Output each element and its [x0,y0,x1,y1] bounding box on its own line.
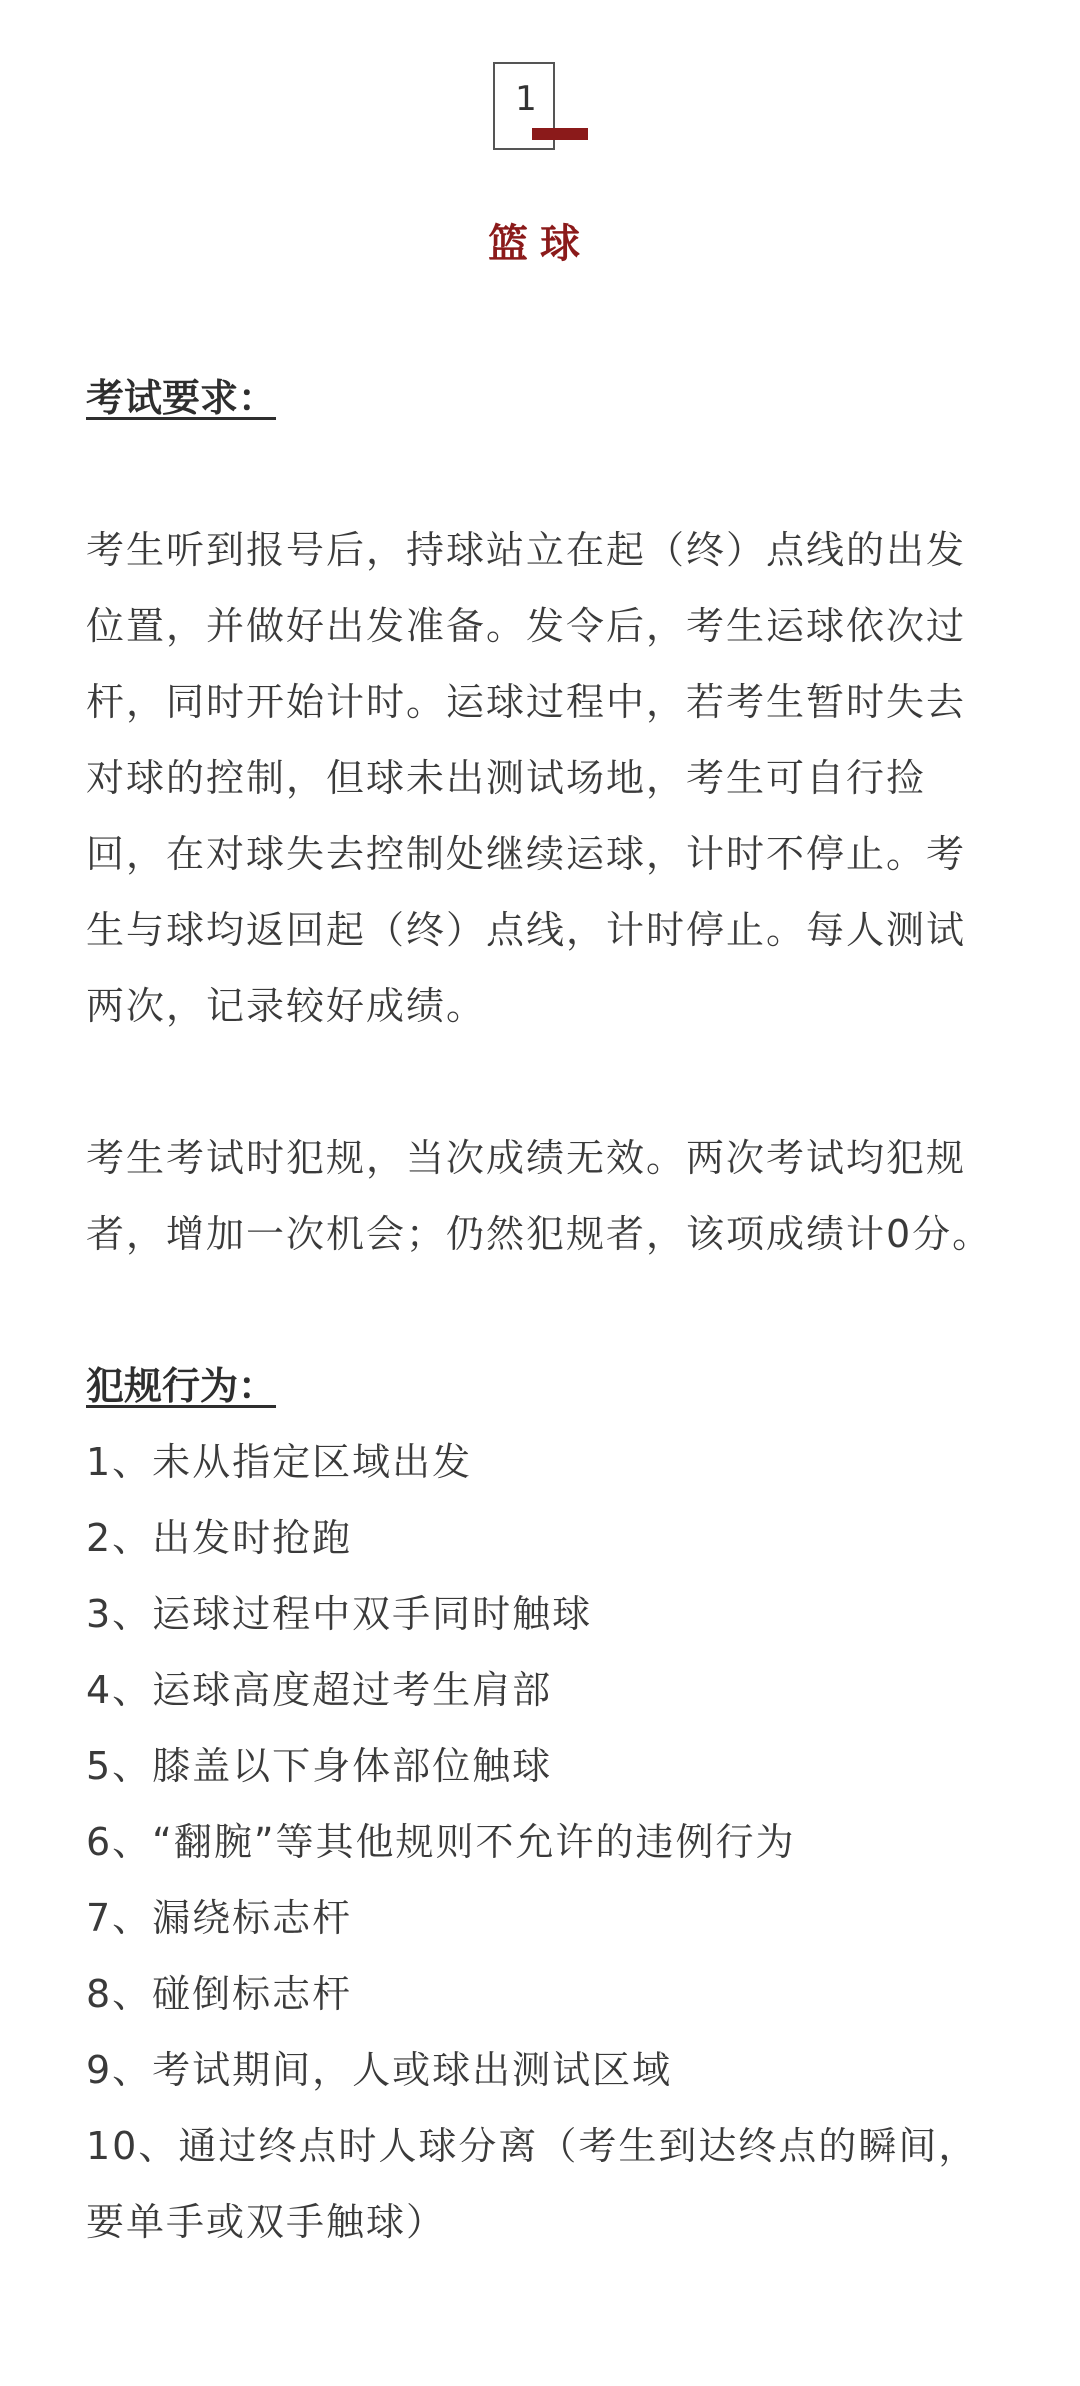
list-item: 7、漏绕标志杆 [86,1896,353,1940]
spacer [86,436,996,512]
list-item: 9、考试期间，人或球出测试区域 [86,2048,673,2092]
fouls-heading: 犯规行为： [86,1364,277,1408]
requirements-paragraph-1: 考生听到报号后，持球站立在起（终）点线的出发位置，并做好出发准备。发令后，考生运球依次过杆，同时开始计时。运球过程中，若考生暂时失去对球的控制，但球未出测试场地，考生可自行捡回，在对球失去控制处继续运球，计时不停止。考生与球均返回起（终）点线，计时停止。每人测试两次，记录较好成绩。 [86,528,967,1028]
list-item: 10、通过终点时人球分离（考生到达终点的瞬间，要单手或双手触球） [86,2124,979,2244]
list-item: 6、“翻腕”等其他规则不允许的违例行为 [86,1820,796,1864]
spacer [86,1044,996,1120]
section-number: 1 [515,79,537,119]
spacer [86,1272,996,1348]
list-item: 3、运球过程中双手同时触球 [86,1592,593,1636]
requirements-paragraph-2: 考生考试时犯规，当次成绩无效。两次考试均犯规者，增加一次机会；仍然犯规者，该项成绩计0分。 [86,1136,993,1256]
article-content [86,360,996,2260]
requirements-heading: 考试要求： [86,376,277,420]
fouls-list [86,1424,996,2260]
list-item: 2、出发时抢跑 [86,1516,353,1560]
list-item: 8、碰倒标志杆 [86,1972,353,2016]
badge-accent-bar [532,128,588,140]
list-item: 4、运球高度超过考生肩部 [86,1668,553,1712]
list-item: 5、膝盖以下身体部位触球 [86,1744,553,1788]
section-title: 篮球 [488,221,592,267]
list-item: 1、未从指定区域出发 [86,1440,473,1484]
